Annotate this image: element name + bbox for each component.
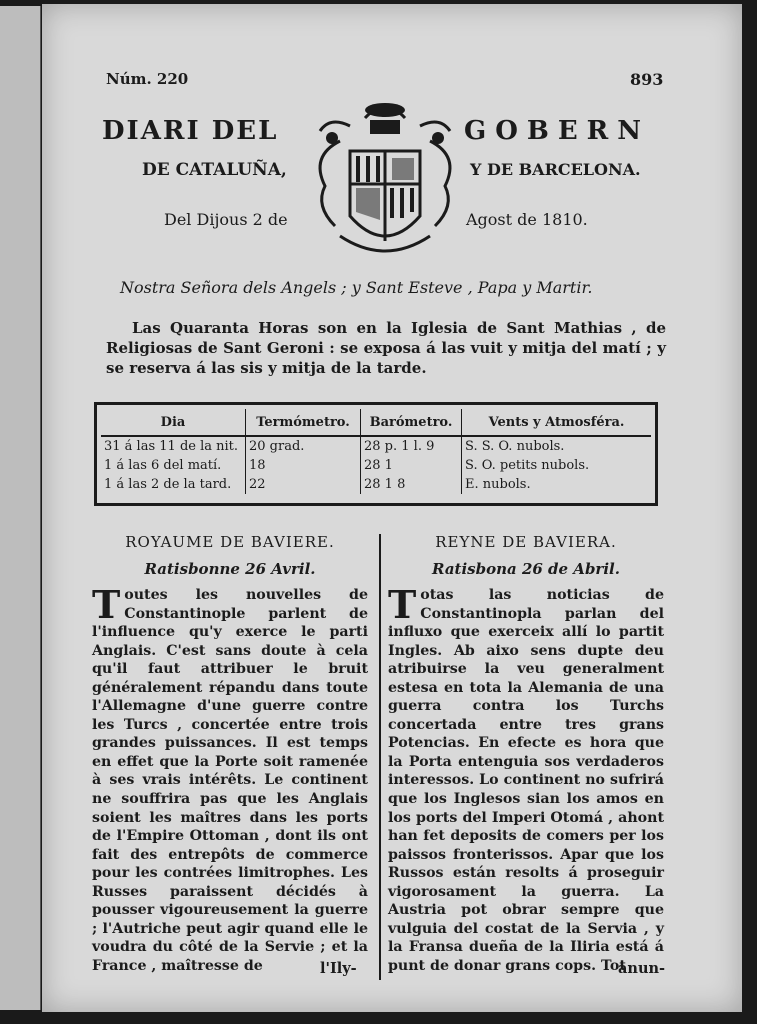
article-heading: ROYAUME DE BAVIERE. <box>125 533 335 551</box>
masthead-subtitle-left: DE CATALUÑA, <box>142 160 287 180</box>
weather-header-barometer: Barómetro. <box>361 409 462 436</box>
weather-header-day: Dia <box>101 409 246 436</box>
weather-cell-winds: E. nubols. <box>465 477 531 492</box>
masthead-subtitle-right: Y DE BARCELONA. <box>470 160 641 179</box>
weather-cell-barometer: 28 p. 1 l. 9 <box>361 436 462 456</box>
article-text: otas las noticias de Constantinopla parlan del influxo que exerceix allí lo partit Ingles. Ab aixo sens dupte deu atribuirse la veu generalment estesa en tota la Alemania de una guerra contra los Turchs concertada entre tres grans Potencias. En efecte es hora que la Porta entenguia sos verdaderos interessos. Lo continent no sufrirá que los Inglesos sian los amos en los ports del Imperi Otomá , ahont han fet deposits de comers per los paissos fronterissos. Apar que los Russos están resolts á proseguir vigorosament la guerra. La Austria pot obrar sempre que vulguia del costat de la Servia , y la Fransa dueña de la Iliria está á punt de donar grans cops. Tot <box>388 587 664 974</box>
drop-cap: T <box>388 582 417 627</box>
weather-cell-thermometer: 20 grad. <box>246 436 361 456</box>
facing-page-edge <box>0 6 41 1010</box>
issue-number: Núm. 220 <box>106 70 189 88</box>
weather-cell-winds: S. S. O. nubols. <box>465 439 565 454</box>
table-row <box>101 456 651 475</box>
weather-cell-winds: S. O. petits nubols. <box>465 458 590 473</box>
column-divider <box>379 534 381 980</box>
masthead-title-right: GOBERN <box>464 116 651 146</box>
drop-cap: T <box>92 582 121 627</box>
weather-cell-day: 31 á las 11 de la nit. <box>101 436 246 456</box>
newspaper-page <box>42 4 742 1012</box>
catchword-left: l'Ily- <box>320 960 357 977</box>
coat-of-arms-icon <box>310 96 460 258</box>
table-row <box>101 436 651 456</box>
weather-cell-day: 1 á las 6 del matí. <box>101 456 246 475</box>
page-number: 893 <box>630 70 664 89</box>
weather-table <box>94 402 658 506</box>
weather-cell-thermometer: 22 <box>246 475 361 494</box>
article-body <box>388 582 664 975</box>
article-french <box>92 528 368 975</box>
article-dateline: Ratisbona 26 de Abril. <box>432 560 620 578</box>
weather-cell-barometer: 28 1 8 <box>361 475 462 494</box>
article-body <box>92 582 368 975</box>
weather-cell-barometer: 28 1 <box>361 456 462 475</box>
announcement-paragraph: Las Quaranta Horas son en la Iglesia de Sant Mathias , de Religiosas de Sant Geroni : se exposa á las vuit y mitja del matí ; y se reserva á las sis y mitja de la tarde. <box>106 319 666 377</box>
saints-of-the-day: Nostra Señora dels Angels ; y Sant Esteve , Papa y Martir. <box>120 278 593 297</box>
masthead-title-left: DIARI DEL <box>102 116 279 146</box>
table-row <box>101 475 651 494</box>
weather-cell-thermometer: 18 <box>246 456 361 475</box>
article-dateline: Ratisbonne 26 Avril. <box>144 560 316 578</box>
weather-header-thermometer: Termómetro. <box>246 409 361 436</box>
date-right: Agost de 1810. <box>466 210 588 229</box>
date-left: Del Dijous 2 de <box>164 210 288 229</box>
weather-cell-day: 1 á las 2 de la tard. <box>101 475 246 494</box>
weather-header-winds: Vents y Atmosféra. <box>462 409 652 436</box>
catchword-right: anun- <box>618 960 666 977</box>
article-heading: REYNE DE BAVIERA. <box>435 533 617 551</box>
article-catalan <box>388 528 664 975</box>
article-text: outes les nouvelles de Constantinople parlent de l'influence qu'y exerce le parti Anglais. C'est sans doute à cela qu'il faut attribuer le bruit généralement répandu dans toute l'Allemagne d'une guerre contre les Turcs , concertée entre trois grandes puissances. Il est temps en effet que la Porte soit ramenée à ses vrais intérêts. Le continent ne souffrira pas que les Anglais soient les maîtres dans les ports de l'Empire Ottoman , dont ils ont fait des entrepôts de commerce pour les contrées limitrophes. Les Russes paraissent décidés à pousser vigoureusement la guerre ; l'Autriche peut agir quand elle le voudra du côté de la Servie ; et la France , maîtresse de <box>92 587 368 974</box>
weather-header-row <box>101 409 651 436</box>
